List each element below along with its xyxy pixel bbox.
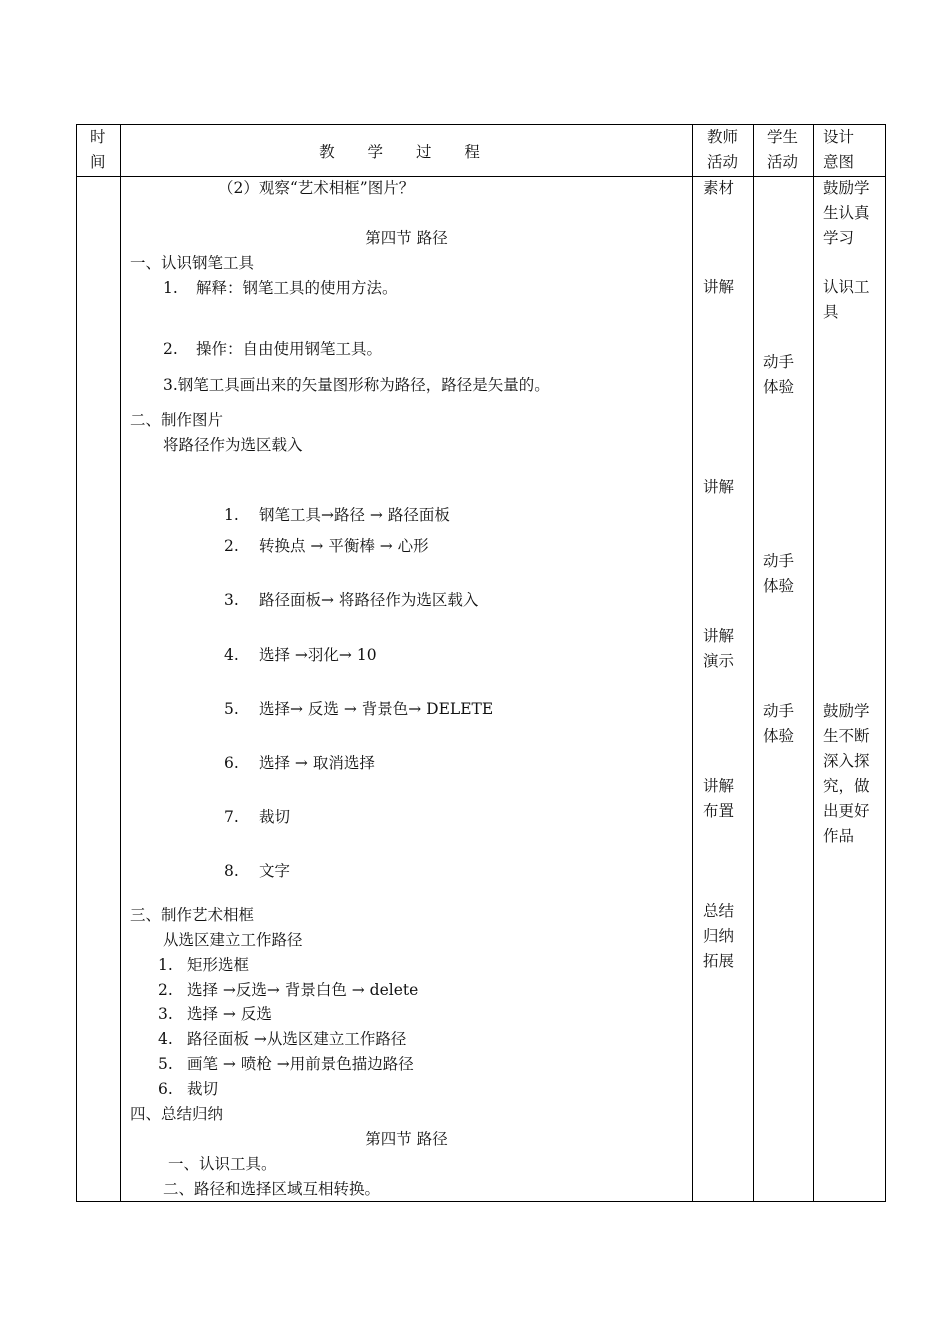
header-time-line1: 时	[90, 128, 106, 146]
student-activity-3-line1: 动手	[763, 702, 795, 720]
part3-subtitle: 从选区建立工作路径	[163, 931, 303, 949]
student-activity-3-line2: 体验	[763, 727, 795, 745]
part2-step-4-text: 选择 →羽化→ 10	[259, 646, 377, 664]
design-intent-3-line4: 究，做	[823, 777, 870, 795]
part2-step-2-text: 转换点 → 平衡棒 → 心形	[259, 537, 429, 555]
part2-title: 二、制作图片	[130, 411, 224, 429]
col-divider-process	[692, 124, 693, 1202]
part3-step-2-num: 2.	[158, 981, 173, 999]
design-intent-3-line1: 鼓励学	[823, 702, 870, 720]
part2-step-7-text: 裁切	[259, 808, 291, 826]
teacher-summary-line1: 总结	[703, 902, 735, 920]
part2-step-7-num: 7.	[224, 808, 239, 826]
header-student-line1: 学生	[767, 128, 799, 146]
student-activity-1	[763, 350, 794, 400]
header-teacher	[707, 125, 738, 175]
part3-step-5-num: 5.	[158, 1055, 173, 1073]
table-border-left	[76, 124, 77, 1202]
table-border-right	[885, 124, 886, 1202]
part3-step-3-num: 3.	[158, 1005, 173, 1023]
part4-title: 四、总结归纳	[130, 1105, 224, 1123]
part3-step-1-text: 矩形选框	[187, 956, 250, 974]
header-process: 教 学 过 程	[319, 143, 494, 161]
part2-step-2-num: 2.	[224, 537, 239, 555]
part2-step-4-num: 4.	[224, 646, 239, 664]
part2-step-1-num: 1.	[224, 506, 239, 524]
design-intent-3-line5: 出更好	[823, 802, 870, 820]
part2-subtitle: 将路径作为选区载入	[163, 436, 303, 454]
header-design-line2: 意图	[823, 153, 855, 171]
teacher-explain-1: 讲解	[703, 278, 735, 296]
part1-item3-text: 3.钢笔工具画出来的矢量图形称为路径，路径是矢量的。	[163, 376, 550, 394]
design-intent-1-line2: 生认真	[823, 204, 870, 222]
table-header-divider	[76, 176, 886, 177]
teacher-explain-demo-line2: 演示	[703, 652, 735, 670]
teacher-material: 素材	[703, 179, 735, 197]
teacher-explain-2: 讲解	[703, 478, 735, 496]
student-activity-2-line2: 体验	[763, 577, 795, 595]
teacher-summary	[703, 899, 734, 974]
student-activity-1-line1: 动手	[763, 353, 795, 371]
teacher-explain-demo	[703, 624, 734, 674]
student-activity-2	[763, 549, 794, 599]
part2-step-8-text: 文字	[259, 862, 291, 880]
teacher-summary-line2: 归纳	[703, 927, 735, 945]
part1-item2-num: 2.	[163, 340, 178, 358]
teacher-explain-assign-line2: 布置	[703, 802, 735, 820]
design-intent-3-line3: 深入探	[823, 752, 870, 770]
part2-step-3-num: 3.	[224, 591, 239, 609]
design-intent-1	[823, 176, 870, 251]
col-divider-student	[813, 124, 814, 1202]
student-activity-3	[763, 699, 794, 749]
teacher-explain-assign	[703, 774, 734, 824]
design-intent-2-line1: 认识工	[823, 278, 870, 296]
header-design-line1: 设计	[823, 128, 855, 146]
part3-step-4-text: 路径面板 →从选区建立工作路径	[187, 1030, 407, 1048]
table-border-top	[76, 124, 886, 125]
part1-item2-text: 操作：自由使用钢笔工具。	[196, 340, 383, 358]
design-intent-3-line6: 作品	[823, 827, 855, 845]
part2-step-3-text: 路径面板→ 将路径作为选区载入	[259, 591, 479, 609]
summary-item-1: 一、认识工具。	[168, 1155, 277, 1173]
part2-step-6-num: 6.	[224, 754, 239, 772]
col-divider-time	[120, 124, 121, 1202]
design-intent-1-line3: 学习	[823, 229, 855, 247]
design-intent-1-line1: 鼓励学	[823, 179, 870, 197]
teacher-explain-assign-line1: 讲解	[703, 777, 735, 795]
part2-step-1-text: 钢笔工具→路径 → 路径面板	[259, 506, 450, 524]
summary-item-2: 二、路径和选择区域互相转换。	[163, 1180, 381, 1198]
part3-step-3-text: 选择 → 反选	[187, 1005, 272, 1023]
part2-step-5-text: 选择→ 反选 → 背景色→ DELETE	[259, 700, 494, 718]
part2-step-8-num: 8.	[224, 862, 239, 880]
header-student-line2: 活动	[767, 153, 799, 171]
design-intent-3-line2: 生不断	[823, 727, 870, 745]
part1-title: 一、认识钢笔工具	[130, 254, 255, 272]
part1-item1-text: 解释：钢笔工具的使用方法。	[196, 279, 398, 297]
part3-step-5-text: 画笔 → 喷枪 →用前景色描边路径	[187, 1055, 414, 1073]
table-border-bottom	[76, 1201, 886, 1202]
observe-text: （2）观察“艺术相框”图片？	[218, 179, 415, 197]
part3-step-2-text: 选择 →反选→ 背景白色 → delete	[187, 981, 419, 999]
teacher-summary-line3: 拓展	[703, 952, 735, 970]
header-student	[767, 125, 798, 175]
header-design	[823, 125, 854, 175]
part1-item1-num: 1.	[163, 279, 178, 297]
header-teacher-line2: 活动	[707, 153, 739, 171]
student-activity-2-line1: 动手	[763, 552, 795, 570]
part3-step-6-num: 6.	[158, 1080, 173, 1098]
part3-step-6-text: 裁切	[187, 1080, 219, 1098]
part2-step-6-text: 选择 → 取消选择	[259, 754, 375, 772]
summary-title: 第四节 路径	[365, 1130, 448, 1148]
part3-title: 三、制作艺术相框	[130, 906, 255, 924]
header-time-line2: 间	[90, 153, 106, 171]
student-activity-1-line2: 体验	[763, 378, 795, 396]
design-intent-2	[823, 275, 870, 325]
col-divider-teacher	[753, 124, 754, 1202]
design-intent-2-line2: 具	[823, 303, 839, 321]
header-time	[90, 125, 106, 175]
section-title: 第四节 路径	[365, 229, 448, 247]
design-intent-3	[823, 699, 870, 849]
header-teacher-line1: 教师	[707, 128, 739, 146]
part2-step-5-num: 5.	[224, 700, 239, 718]
part3-step-1-num: 1.	[158, 956, 173, 974]
teacher-explain-demo-line1: 讲解	[703, 627, 735, 645]
part3-step-4-num: 4.	[158, 1030, 173, 1048]
